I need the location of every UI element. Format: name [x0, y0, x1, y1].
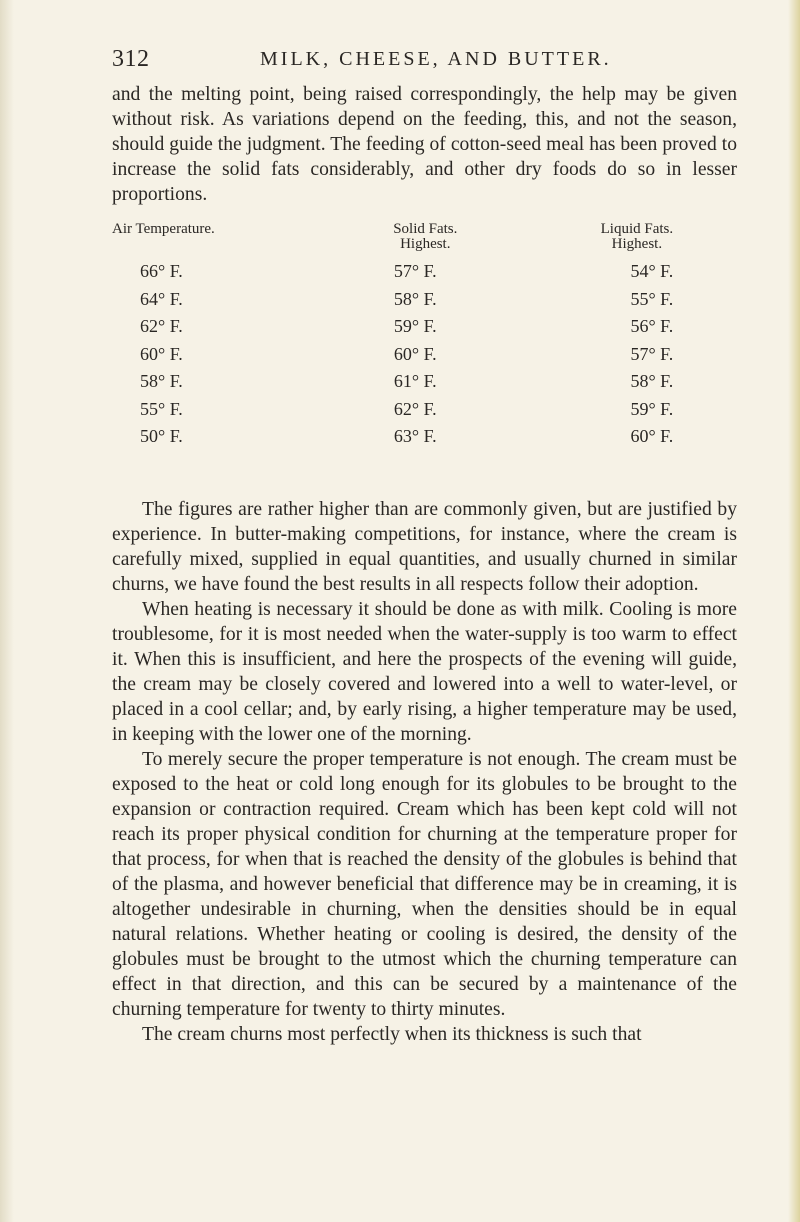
- paragraph-text: and the melting point, being raised correspondingly, the help may be given without risk. As variations depend on the feeding, this, and not the season, should guide the judgment. The feeding of cotton-seed meal has been proved to increase the solid fats considerably, and other dry foods do so in lesser proportions.: [112, 84, 737, 205]
- header-line: Solid Fats.: [393, 221, 458, 237]
- cell-liquid-fats: 58° F.: [630, 371, 674, 392]
- table-row: [112, 286, 742, 314]
- header-line: Highest.: [611, 236, 663, 252]
- cell-liquid-fats: 59° F.: [630, 398, 674, 419]
- page-header: [112, 46, 722, 80]
- table-row: [112, 258, 742, 286]
- body-paragraphs: [112, 497, 737, 1047]
- header-line: Highest.: [400, 236, 451, 252]
- cell-air-temp: 64° F.: [140, 288, 183, 309]
- cell-air-temp: 50° F.: [140, 426, 183, 447]
- cell-air-temp: 58° F.: [140, 371, 183, 392]
- table-row: [112, 341, 742, 369]
- header-liquid-fats: [532, 222, 742, 258]
- cell-liquid-fats: 55° F.: [630, 288, 674, 309]
- paragraph-temperature: To merely secure the proper temperature is not enough. The cream must be exposed to the heat or cold long enough for its globules to be brought to the expansion or contraction required. Cream which has been kept cold will not reach its proper physical condition for churning at the temperature proper for that process, for when that is reached the density of the globules is behind that of the plasma, and however beneficial that difference may be in creaming, it is altogether undesirable in churning, when the densities should be in equal natural relations. Whether heating or cooling is desired, the density of the globules must be brought to the utmost which the churning temperature can effect in that direction, and this can be secured by a maintenance of the churning temperature for twenty to thirty minutes.: [112, 749, 737, 1020]
- page-edge-left: [0, 0, 14, 1222]
- cell-liquid-fats: 57° F.: [630, 343, 674, 364]
- cell-solid-fats: 63° F.: [393, 426, 437, 447]
- table-row: [112, 396, 742, 424]
- cell-liquid-fats: 54° F.: [630, 261, 674, 282]
- cell-solid-fats: 57° F.: [393, 261, 437, 282]
- intro-paragraph: [112, 82, 737, 207]
- cell-liquid-fats: 60° F.: [630, 426, 674, 447]
- table-row: [112, 313, 742, 341]
- running-title: MILK, CHEESE, AND BUTTER.: [260, 48, 612, 70]
- paragraph-heating: When heating is necessary it should be done as with milk. Cooling is more troublesome, for it is most needed when the water-supply is too warm to effect it. When this is insufficient, and here the prospects of the evening will guide, the cream may be closely covered and lowered into a well to water-level, or placed in a cool cellar; and, by early rising, a higher temperature may be used, in keeping with the lower one of the morning.: [112, 599, 737, 745]
- cell-solid-fats: 61° F.: [393, 371, 437, 392]
- temperature-table: [112, 222, 742, 484]
- cell-solid-fats: 58° F.: [393, 288, 437, 309]
- table-row: [112, 423, 742, 451]
- header-line: Air Temperature.: [112, 221, 215, 237]
- cell-solid-fats: 60° F.: [393, 343, 437, 364]
- cell-air-temp: 66° F.: [140, 261, 183, 282]
- header-solid-fats: [319, 222, 532, 258]
- cell-air-temp: 62° F.: [140, 316, 183, 337]
- cell-air-temp: 60° F.: [140, 343, 183, 364]
- header-line: Liquid Fats.: [600, 221, 674, 237]
- cell-solid-fats: 59° F.: [393, 316, 437, 337]
- fat-melting-table: [112, 222, 742, 451]
- cell-air-temp: 55° F.: [140, 398, 183, 419]
- paragraph-churning: The cream churns most perfectly when its thickness is such that: [142, 1024, 642, 1045]
- table-row: [112, 368, 742, 396]
- cell-solid-fats: 62° F.: [393, 398, 437, 419]
- page-number: 312: [112, 46, 150, 72]
- page-edge-right: [788, 0, 800, 1222]
- cell-liquid-fats: 56° F.: [630, 316, 674, 337]
- header-air-temperature: [112, 222, 319, 258]
- paragraph-figures: The figures are rather higher than are commonly given, but are justified by experience. In butter-making competitions, for instance, where the cream is carefully mixed, supplied in equal quantities, and usually churned in similar churns, we have found the best results in all respects follow their adoption.: [112, 499, 737, 595]
- table-header-row: [112, 222, 742, 258]
